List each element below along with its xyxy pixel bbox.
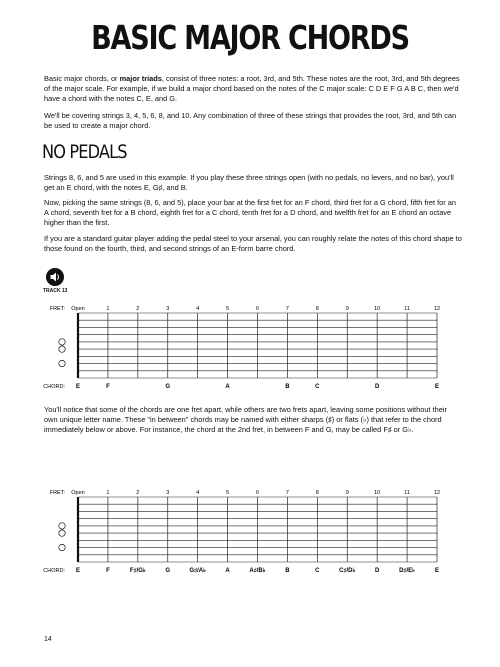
intro-bold-term: major triads [119,74,162,83]
chord-name: A [225,568,230,574]
audio-track[interactable] [43,268,69,294]
fret-number: 2 [136,490,140,496]
chord-name: C [315,384,320,390]
fret-number: Open [71,306,85,312]
fret-number: 3 [166,306,170,312]
chord-name: D [374,568,380,574]
fret-number: 5 [226,306,230,312]
fret-number: 4 [196,306,200,312]
section-heading: NO PEDALS [42,141,127,163]
chord-name: F [106,568,110,574]
chord-name: A♯/B♭ [249,568,266,574]
fret-number: 8 [315,306,319,312]
intro-paragraph-1 [44,74,462,105]
chord-label: CHORD: [43,568,65,574]
chord-name: E [434,384,440,390]
fret-number: 6 [255,306,260,312]
fretboard-diagram-2 [40,484,465,579]
fret-number: 2 [136,306,140,312]
track-label: TRACK 13 [43,288,68,294]
chord-name: G♯/A♭ [189,568,206,574]
chord-name: C♯/D♭ [339,568,356,574]
fret-number: 11 [404,490,410,496]
open-string-marker [59,530,65,536]
fret-number: 8 [315,490,319,496]
open-string-marker [59,360,65,366]
fret-number: 1 [106,306,110,312]
chord-name: A [225,384,230,390]
chord-name: E [75,568,81,574]
fret-number: 7 [285,306,289,312]
chord-name: G [165,384,171,390]
page-title: BASIC MAJOR CHORDS [91,18,409,57]
chord-name: D♯/E♭ [399,568,416,574]
chord-name: B [285,568,290,574]
fret-label: FRET: [49,306,65,312]
fretboard-2-svg [40,484,465,579]
open-string-marker [59,346,65,352]
chord-name: B [285,384,290,390]
fretboard-diagram-1 [40,300,465,395]
fret-number: 11 [404,306,410,312]
section-paragraph-1: Strings 8, 6, and 5 are used in this example. If you play these three strings open (with no pedals, no levers, and no bar), you'll get an E chord, with the notes E, G♯, and B. [44,173,454,193]
fret-number: 3 [166,490,170,496]
open-string-marker [59,339,65,345]
fret-number: 5 [226,490,230,496]
chord-name: E [434,568,440,574]
fret-label: FRET: [49,490,65,496]
chord-label: CHORD: [43,384,65,390]
fret-number: 6 [255,490,260,496]
page-number: 14 [44,636,52,643]
open-string-marker [59,523,65,529]
middle-paragraph: You'll notice that some of the chords are one fret apart, while others are two frets apart, leaving some positions without their own unique letter name. These "in between" chords may be named with either sharps (♯) or flats (♭) that refer to the chord immediately below or above. For instance, the chord at the 2nd fret, in between F and G, may be called F♯ or G♭. [44,405,447,435]
fret-number: 1 [106,490,110,496]
intro-text-end: , consist of three notes: a root, 3rd, and 5th. These notes are the root, 3rd, and 5th degrees of the major scale. For example, if we build a major chord based on the notes of the C major scale: C D E F G A B C, then we'd have a chord with the notes C, E, and G. [44,74,460,104]
fret-number: 10 [374,490,381,496]
chord-name: C [315,568,320,574]
fret-number: 9 [345,306,349,312]
fret-number: 7 [285,490,289,496]
chord-name: F♯/G♭ [129,568,146,574]
chord-name: E [75,384,81,390]
fret-number: Open [71,490,85,496]
fret-number: 10 [374,306,381,312]
section-paragraph-2: Now, picking the same strings (8, 6, and 5), place your bar at the first fret for an F chord, third fret for a G chord, fifth fret for an A chord, seventh fret for a B chord, eighth fret for a C chord, tenth fret for a D chord, and twelfth fret for an E chord an octave higher than the first. [44,198,457,228]
open-string-marker [59,544,65,550]
chord-name: F [106,384,110,390]
fret-number: 4 [196,490,200,496]
intro-text: Basic major chords, or [44,74,120,83]
chord-name: G [165,568,171,574]
chord-name: D [374,384,380,390]
speaker-play-icon[interactable] [46,268,64,286]
fret-number: 12 [433,306,441,312]
intro-paragraph-2: We'll be covering strings 3, 4, 5, 6, 8, and 10. Any combination of three of these strings that provides the root, 3rd, and 5th can be used to create a major chord. [44,111,457,131]
fret-number: 12 [433,490,441,496]
section-paragraph-3: If you are a standard guitar player adding the pedal steel to your arsenal, you can roughly relate the notes of this chord shape to those found on the fourth, third, and second strings of an E-form barre chord. [44,234,462,254]
fret-number: 9 [345,490,349,496]
fretboard-1-svg [40,300,465,395]
